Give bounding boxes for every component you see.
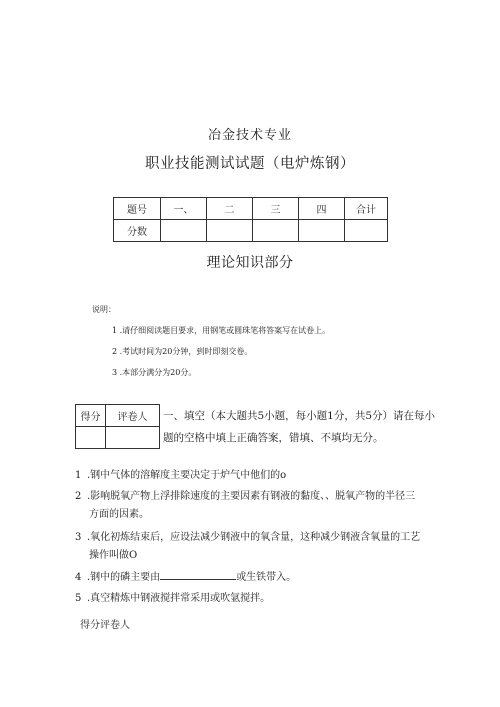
score-label: 得分 bbox=[76, 405, 106, 427]
score-cell: 二 bbox=[207, 198, 253, 220]
score-blank-cell[interactable] bbox=[76, 427, 106, 449]
question-text: .真空精炼中钢液搅拌常采用或吹氩搅拌。 bbox=[87, 593, 271, 604]
question-number: 3 bbox=[75, 532, 82, 543]
note-item: 2 .考试时间为20分钟，到时即刻交卷。 bbox=[112, 347, 253, 356]
note-item: 3 .本部分满分为20分。 bbox=[112, 368, 197, 377]
grader-blank-cell[interactable] bbox=[106, 427, 160, 449]
question-text: .钢中的磷主要由 bbox=[87, 572, 161, 583]
question-continuation: 操作叫做O bbox=[89, 550, 138, 561]
question-number: 2 bbox=[75, 491, 82, 502]
score-cell: 一、 bbox=[161, 198, 207, 220]
question-text: .钢中气体的溶解度主要决定于炉气中他们的o bbox=[87, 470, 287, 481]
question-text: .氧化初炼结束后，应设法减少钢液中的氧含量，这种减少钢液含氧量的工艺 bbox=[87, 532, 421, 543]
note-item: 1 .请仔细阅读题目要求，用钢笔或圆珠笔将答案写在试卷上。 bbox=[112, 326, 331, 335]
question-text: 或生铁带入。 bbox=[236, 572, 297, 583]
grader-label: 评卷人 bbox=[106, 405, 160, 427]
score-table-value-row bbox=[114, 220, 388, 242]
fill-in-intro: 一、填空（本大题共5小题，每小题1分，共5分）请在每小题的空格中填上正确答案，错填、不填均无分。 bbox=[163, 410, 436, 444]
score-table-header-row bbox=[114, 198, 388, 220]
question-number: 1 bbox=[75, 470, 82, 481]
question-item bbox=[75, 488, 435, 524]
answer-blank[interactable] bbox=[160, 570, 236, 580]
score-table bbox=[113, 197, 388, 242]
question-text: .影响脱氧产物上浮排除速度的主要因素有钢液的黏度、、脱氧产物的半径三 bbox=[87, 491, 416, 502]
score-cell: 题号 bbox=[114, 198, 161, 220]
section-title: 理论知识部分 bbox=[206, 255, 294, 271]
score-cell: 三 bbox=[253, 198, 299, 220]
score-cell: 合计 bbox=[345, 198, 388, 220]
major-name: 冶金技术专业 bbox=[207, 128, 292, 143]
score-cell: 四 bbox=[299, 198, 345, 220]
question-number: 4 bbox=[75, 572, 82, 583]
score-cell bbox=[207, 220, 253, 242]
footer-grader-label: 得分评卷人 bbox=[80, 620, 130, 631]
question-item bbox=[75, 467, 435, 485]
notes-heading: 说明： bbox=[92, 305, 116, 314]
exam-title: 职业技能测试试题（电炉炼钢） bbox=[145, 156, 355, 172]
score-cell bbox=[253, 220, 299, 242]
question-item bbox=[75, 569, 435, 587]
question-number: 5 bbox=[75, 593, 82, 604]
score-cell bbox=[345, 220, 388, 242]
question-continuation: 方面的因素。 bbox=[89, 509, 149, 520]
score-cell bbox=[299, 220, 345, 242]
question-item bbox=[75, 529, 435, 565]
score-cell: 分数 bbox=[114, 220, 161, 242]
grader-box bbox=[75, 404, 160, 449]
question-item bbox=[75, 590, 435, 608]
score-cell bbox=[161, 220, 207, 242]
